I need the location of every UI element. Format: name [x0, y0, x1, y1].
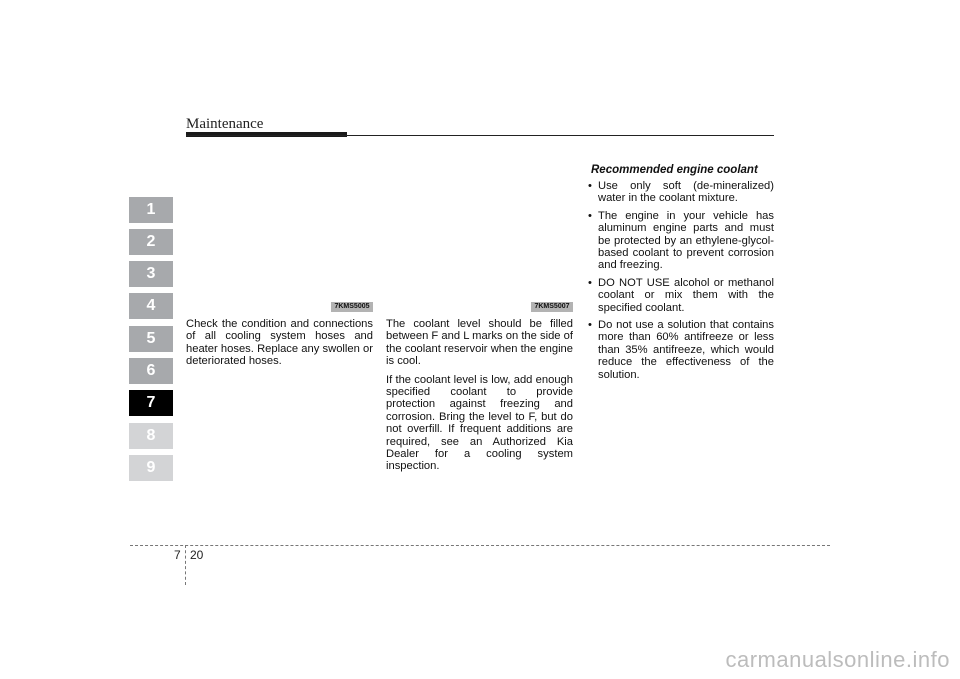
page-header-title: Maintenance: [186, 116, 264, 132]
chapter-tab-8[interactable]: 8: [129, 423, 173, 449]
bullet-item-1: • Use only soft (de-mineralized) water in the coolant mixture.: [587, 180, 774, 205]
chapter-tab-1[interactable]: 1: [129, 197, 173, 223]
footer-page-number: 20: [190, 548, 204, 562]
figure-code-left: 7KMS5005: [331, 302, 373, 312]
header-rule: [186, 135, 774, 136]
middle-paragraph-1: The coolant level should be filled between F and L marks on the side of the coolant reservoir when the engine is cool.: [386, 318, 573, 368]
left-paragraph-1: Check the condition and connections of all cooling system hoses and heater hoses. Replace any swollen or deteriorated hoses.: [186, 318, 373, 368]
bullet-item-2: • The engine in your vehicle has aluminum engine parts and must be protected by an ethylene-glycol-based coolant to prevent corrosion and freezing.: [587, 210, 774, 272]
chapter-tab-9[interactable]: 9: [129, 455, 173, 481]
chapter-tab-3[interactable]: 3: [129, 261, 173, 287]
chapter-tab-7[interactable]: 7: [129, 390, 173, 416]
chapter-tab-5[interactable]: 5: [129, 326, 173, 352]
middle-paragraph-2: If the coolant level is low, add enough specified coolant to provide protection against freezing and corrosion. Bring the level to F, but do not overfill. If frequent additions are required, see an Authorized Kia Dealer for a cooling system inspection.: [386, 373, 573, 473]
footer-chapter-number: 7: [174, 548, 181, 562]
footer-rule: [130, 545, 830, 546]
bullet-item-3: • DO NOT USE alcohol or methanol coolant or mix them with the specified coolant.: [587, 277, 774, 314]
figure-code-middle: 7KMS5007: [531, 302, 573, 312]
bullet-item-4: • Do not use a solution that contains more than 60% antifreeze or less than 35% antifreeze, which would reduce the effectiveness of the solution.: [587, 319, 774, 381]
chapter-tab-6[interactable]: 6: [129, 358, 173, 384]
coolant-bullet-list: [587, 180, 774, 381]
middle-column-text: [386, 318, 573, 479]
right-column: [587, 164, 774, 386]
chapter-tab-4[interactable]: 4: [129, 293, 173, 319]
watermark-text: carmanualsonline.info: [725, 647, 950, 672]
footer-divider: [185, 545, 186, 585]
left-column-text: [186, 318, 373, 374]
chapter-tab-2[interactable]: 2: [129, 229, 173, 255]
section-subheading: Recommended engine coolant: [591, 164, 758, 176]
